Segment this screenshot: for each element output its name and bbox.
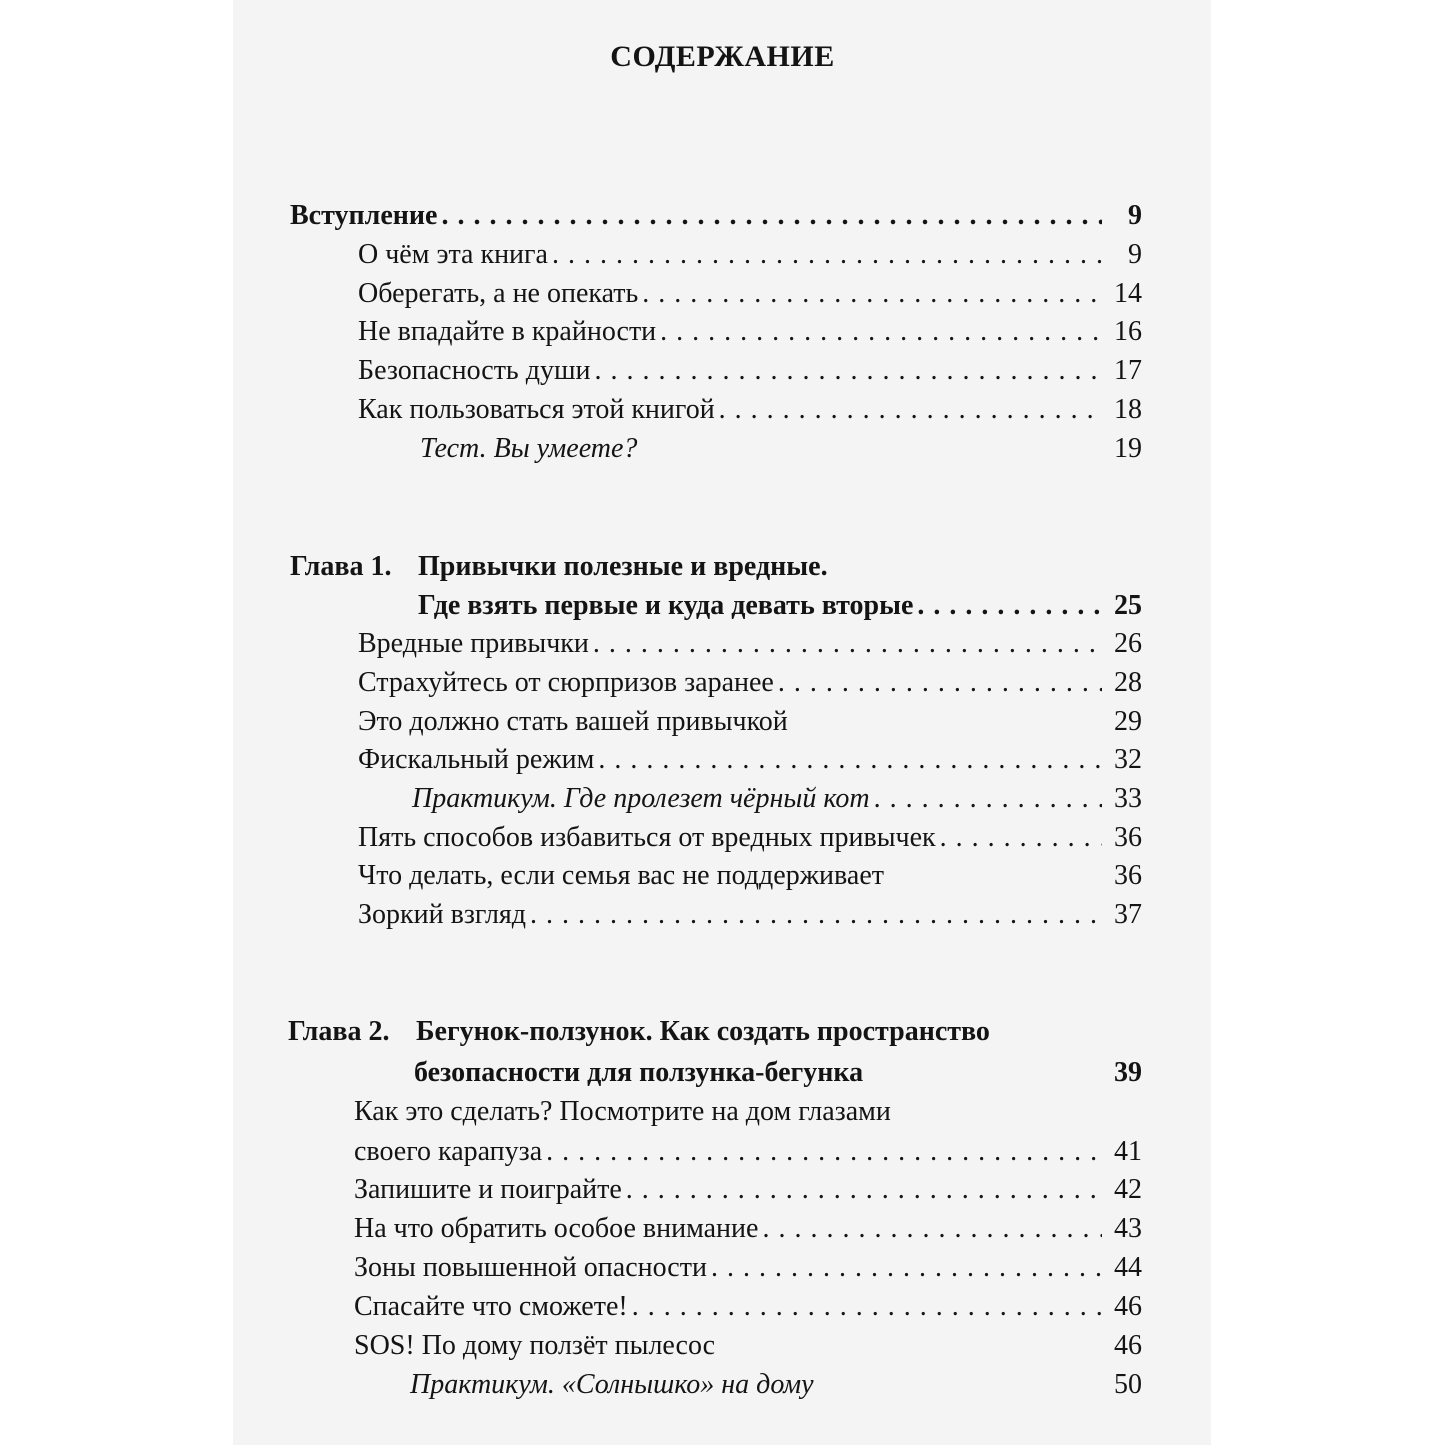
dot-leader xyxy=(778,665,1102,701)
toc-entry xyxy=(354,1328,1142,1364)
toc-entry-title: О чём эта книга xyxy=(358,239,548,270)
toc-entry-page: 28 xyxy=(1114,667,1142,698)
toc-entry-title: Это должно стать вашей привычкой xyxy=(358,706,788,737)
toc-entry xyxy=(358,897,1142,933)
toc-entry-title: Зоркий взгляд xyxy=(358,899,527,930)
toc-entry-page: 43 xyxy=(1114,1213,1142,1244)
toc-entry-title: своего карапуза xyxy=(354,1136,543,1167)
toc-entry-title: Зоны повышенной опасности xyxy=(354,1252,707,1283)
toc-entry-page: 16 xyxy=(1114,316,1142,347)
dot-leader xyxy=(552,237,1102,273)
dot-leader xyxy=(874,781,1102,817)
toc-entry-page: 42 xyxy=(1114,1174,1142,1205)
chapter-label: Глава 1. xyxy=(290,551,392,582)
chapter-1-heading-line2 xyxy=(418,588,1142,624)
toc-entry-test xyxy=(420,431,1142,467)
toc-entry-title: Страхуйтесь от сюрпризов заранее xyxy=(358,667,774,698)
dot-leader xyxy=(546,1134,1102,1170)
toc-entry-page: 46 xyxy=(1114,1291,1142,1322)
dot-leader xyxy=(530,897,1102,933)
toc-entry-title: Не впадайте в крайности xyxy=(358,316,657,347)
toc-entry xyxy=(358,820,1142,856)
dot-leader xyxy=(711,1250,1102,1286)
toc-entry-page: 39 xyxy=(1114,1057,1142,1088)
toc-entry-page: 44 xyxy=(1114,1252,1142,1283)
toc-entry xyxy=(358,626,1142,662)
dot-leader xyxy=(632,1289,1102,1325)
toc-entry-title: Спасайте что сможете! xyxy=(354,1291,628,1322)
toc-entry-title: Запишите и поиграйте xyxy=(354,1174,622,1205)
dot-leader xyxy=(598,742,1102,778)
toc-entry-title: Как пользоваться этой книгой xyxy=(358,394,715,425)
toc-entry-page: 36 xyxy=(1114,860,1142,891)
toc-entry-title: Безопасность души xyxy=(358,355,591,386)
toc-entry-page: 41 xyxy=(1114,1136,1142,1167)
dot-leader xyxy=(642,276,1102,312)
toc-entry xyxy=(358,665,1142,701)
toc-entry-title: Вступление xyxy=(290,200,438,231)
dot-leader xyxy=(626,1172,1102,1208)
toc-entry-page: 32 xyxy=(1114,744,1142,775)
toc-entry xyxy=(354,1250,1142,1286)
toc-entry-title: Практикум. «Солнышко» на дому xyxy=(410,1369,814,1400)
toc-entry-title: Что делать, если семья вас не поддерживает xyxy=(358,860,884,891)
toc-entry xyxy=(358,353,1142,389)
toc-entry-page: 26 xyxy=(1114,628,1142,659)
dot-leader xyxy=(441,198,1102,234)
toc-entry-title: На что обратить особое внимание xyxy=(354,1213,759,1244)
dot-leader xyxy=(762,1211,1102,1247)
toc-entry-title: Практикум. Где пролезет чёрный кот xyxy=(412,783,870,814)
chapter-title-line: Бегунок-ползунок. Как создать пространство xyxy=(416,1016,990,1047)
dot-leader xyxy=(917,588,1102,624)
toc-entry-page: 9 xyxy=(1128,239,1142,270)
page-title: СОДЕРЖАНИЕ xyxy=(610,40,835,73)
toc-entry-practicum xyxy=(412,781,1142,817)
toc-entry-page: 25 xyxy=(1114,590,1142,621)
toc-entry-title: Фискальный режим xyxy=(358,744,595,775)
toc-entry-page: 50 xyxy=(1114,1369,1142,1400)
toc-entry-page: 9 xyxy=(1128,200,1142,231)
dot-leader xyxy=(660,314,1102,350)
toc-entry xyxy=(358,314,1142,350)
toc-entry-page: 19 xyxy=(1114,433,1142,464)
chapter-1-heading xyxy=(290,549,828,585)
toc-entry xyxy=(354,1289,1142,1325)
chapter-2-heading-line2 xyxy=(414,1055,1142,1091)
toc-entry-practicum xyxy=(410,1367,1142,1403)
dot-leader xyxy=(940,820,1102,856)
toc-entry xyxy=(354,1172,1142,1208)
chapter-title-line: безопасности для ползунка-бегунка xyxy=(414,1057,864,1088)
dot-leader xyxy=(593,626,1102,662)
toc-entry-page: 14 xyxy=(1114,278,1142,309)
toc-entry-page: 18 xyxy=(1114,394,1142,425)
chapter-title-line: Привычки полезные и вредные. xyxy=(418,551,828,582)
dot-leader xyxy=(595,353,1103,389)
toc-entry-page: 17 xyxy=(1114,355,1142,386)
toc-entry xyxy=(358,392,1142,428)
dot-leader xyxy=(719,392,1102,428)
toc-entry-page: 46 xyxy=(1114,1330,1142,1361)
toc-entry xyxy=(354,1211,1142,1247)
toc-entry-title: SOS! По дому ползёт пылесос xyxy=(354,1330,716,1361)
toc-entry xyxy=(358,276,1142,312)
toc-entry xyxy=(358,742,1142,778)
toc-entry-page: 33 xyxy=(1114,783,1142,814)
toc-entry-title: Пять способов избавиться от вредных привычек xyxy=(358,822,936,853)
toc-entry-page: 37 xyxy=(1114,899,1142,930)
toc-entry xyxy=(354,1134,1142,1170)
toc-entry-title: Как это сделать? Посмотрите на дом глазами xyxy=(354,1096,891,1127)
chapter-title-line: Где взять первые и куда девать вторые xyxy=(418,590,914,621)
toc-entry xyxy=(358,704,1142,740)
toc-entry-page: 36 xyxy=(1114,822,1142,853)
chapter-2-heading xyxy=(288,1014,990,1050)
toc-entry-intro xyxy=(290,198,1142,234)
toc-entry-page: 29 xyxy=(1114,706,1142,737)
toc-entry-title: Вредные привычки xyxy=(358,628,589,659)
toc-entry xyxy=(358,858,1142,894)
toc-entry xyxy=(358,237,1142,273)
chapter-label: Глава 2. xyxy=(288,1016,390,1047)
toc-entry-title: Тест. Вы умеете? xyxy=(420,433,638,464)
toc-entry-title: Оберегать, а не опекать xyxy=(358,278,639,309)
